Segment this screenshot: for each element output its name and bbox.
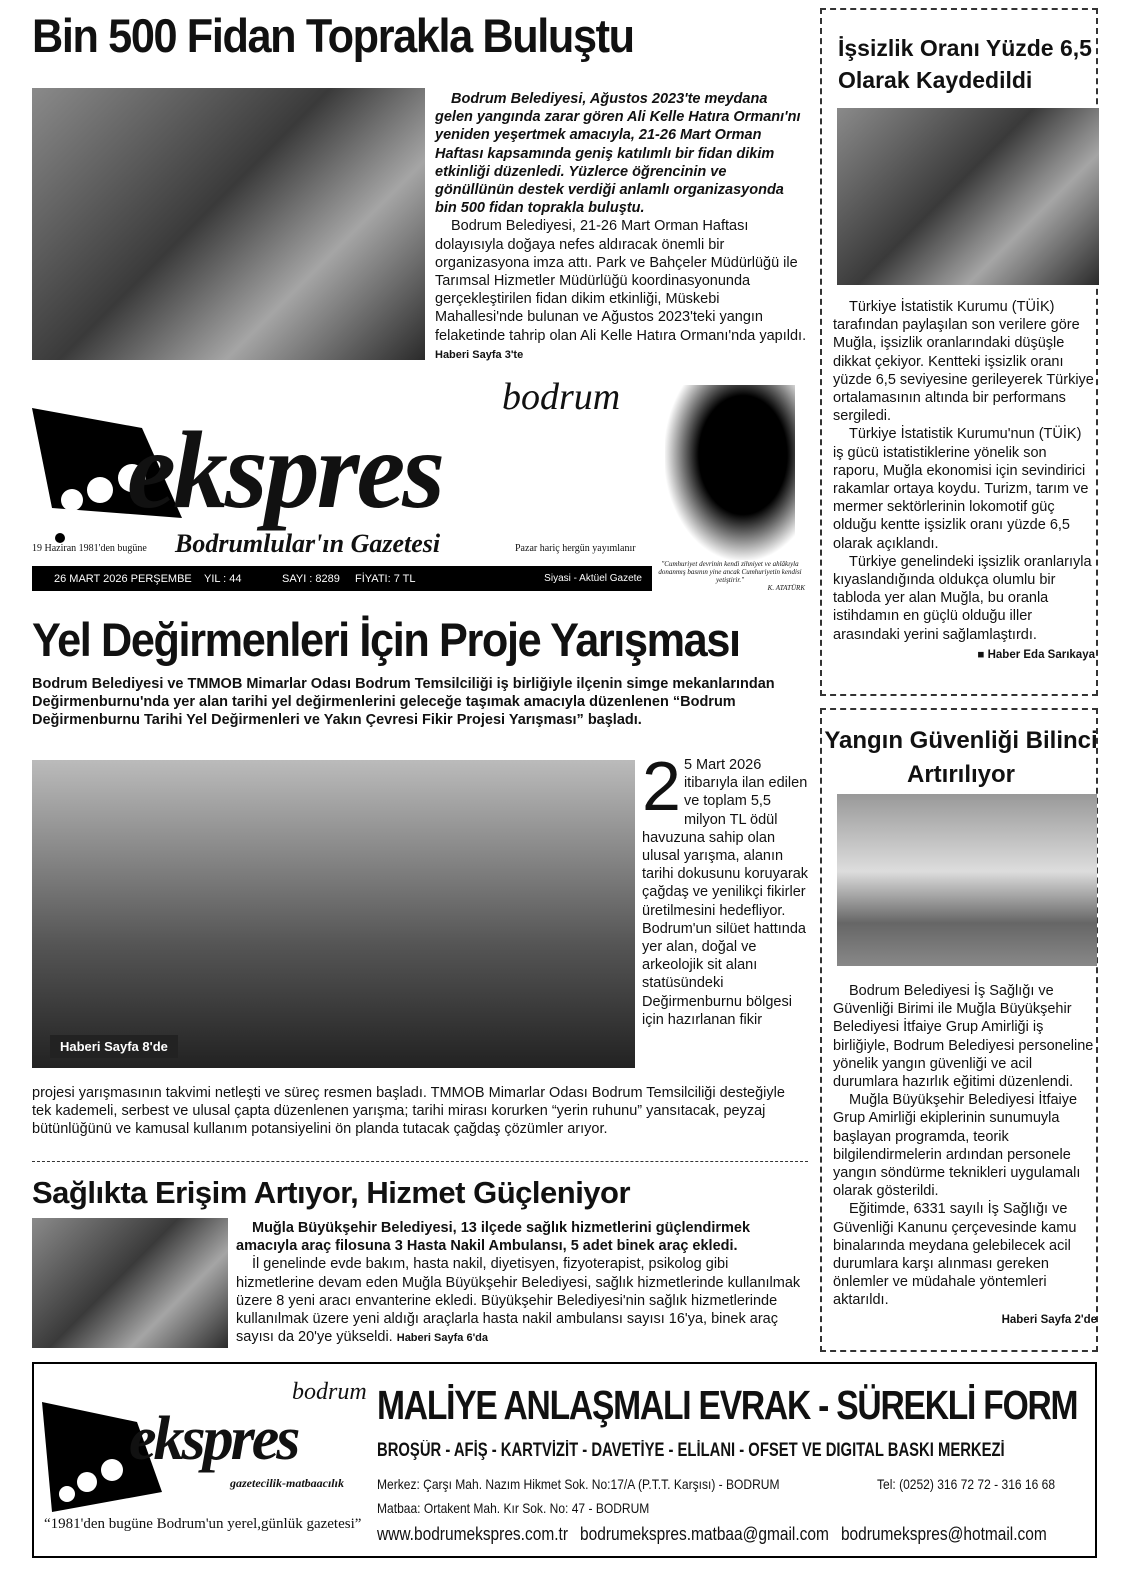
headline-story2: Yel Değirmenleri İçin Proje Yarışması bbox=[32, 613, 740, 666]
issue-bar bbox=[32, 566, 652, 591]
masthead-tagline: Bodrumlular'ın Gazetesi bbox=[175, 529, 441, 558]
photo-caption[interactable]: Haberi Sayfa 8'de bbox=[50, 1035, 178, 1058]
story3-text: Muğla Büyükşehir Belediyesi, 13 ilçede sağlık hizmetlerini güçlendirmek amacıyla araç filosuna 3 Hasta Nakil Ambulansı, 5 adet binek araç ekledi. İl genelinde evde bakım, hasta nakil, diyetisyen, fizyoterapist, psikolog gibi hizmetlerine devam eden Muğla Büyükşehir Belediyesi, sağlık hizmetlerinde kullanılmak üzere 8 yeni aracı envanterine ekledi. Büyükşehir Belediyesi'nin sağlık hizmetlerinde kullanılmak üzere yeni aldığı araçlarla hasta nakil ambulansı sayısı 16'ya, binek araç sayısı da 20'ye yükseldi. Haberi Sayfa 6'da bbox=[236, 1220, 801, 1346]
story3-ref[interactable]: Haberi Sayfa 6'da bbox=[396, 1332, 489, 1345]
ad-contacts bbox=[377, 1524, 1047, 1545]
story2-body: projesi yarışmasının takvimi netleşti ve süreç resmen başladı. TMMOB Mimarlar Odası Bodrum Temsilciliği desteğiyle tek kademeli, serbest ve ulusal çapta düzenlenen yarışma; tarihi mirası korurken “yerin ruhunu” yansıtacak, peyzaj bütünlüğünü ve kamusal kullanım potansiyelini ön planda tutacak çağdaş çözümler arıyor. bbox=[32, 1085, 785, 1138]
headline-side2: Yangın Güvenliği Bilinci Artırılıyor bbox=[824, 727, 1098, 788]
photo-story3 bbox=[32, 1218, 228, 1348]
story1-lead: Bodrum Belediyesi, Ağustos 2023'te meydana gelen yangında zarar gören Ali Kelle Hatıra Ormanı'nı yeniden yeşertmek amacıyla, 21-26 Mart Orman Haftası kapsamında geniş katılımlı bir fidan dikim etkinliği düzenledi. Yüzlerce öğrencinin ve gönüllünün destek verdiği anlamlı organizasyonda bin 500 fidan toprakla buluştu. bbox=[435, 91, 801, 217]
issue-number: SAYI : 8289 bbox=[282, 572, 340, 585]
ad-ekspres: ekspres bbox=[129, 1405, 298, 1473]
side1-text: Türkiye İstatistik Kurumu (TÜİK) tarafından paylaşılan son verilere göre Muğla, işsizlik oranlarındaki düşüşle dikkat çekiyor. Kentteki işsizlik oranı yüzde 6,5 seviyesine gerileyerek Türkiye ortalamasının altında bir performans sergiledi. Türkiye İstatistik Kurumu'nun (TÜİK) iş gücü istatistiklerine yönelik son raporu, Muğla ekonomisi için sevindirici rakamlar ortaya koydu. Turizm, tarım ve mermer sektörlerinin lokomotif güç olduğu kentte işsizlik oranı yüzde 6,5 olarak açıklandı. Türkiye genelindeki işsizlik oranlarıyla kıyaslandığında oldukça olumlu bir tabloda yer alan Muğla, bu oranla istihdamın en güçlü olduğu iller arasındaki yerini sağlamlaştırdı. ■ Haber Eda Sarıkaya bbox=[833, 298, 1095, 664]
story2-column: 2 5 Mart 2026 itibarıyla ilan edilen ve toplam 5,5 milyon TL ödül havuzuna sahip olan ulusal yarışma, alanın tarihi dokusunu koruyarak çağdaş ve yenilikçi fikirler üretilmesini hedefliyor. Bodrum'un silüet hattında yer alan, doğal ve arkeolojik sit alanı statüsündeki Değirmenburnu bölgesi için hazırlanan fikir bbox=[642, 747, 809, 1028]
story1-body: Bodrum Belediyesi, 21-26 Mart Orman Haftası dolayısıyla doğaya nefes aldıracak önemli bir organizasyona imza attı. Park ve Bahçeler Müdürlüğü ile Tarımsal Hizmetler Müdürlüğü koordinasyonunda gerçekleştirilen fidan dikim etkinliği, Müskebi Mahallesi'nde bulunan ve Ağustos 2023'teki yangın felaketinde tahrip olan Ali Kelle Hatıra Ormanı'nda yapıldı. bbox=[435, 218, 807, 344]
sidebar-story1 bbox=[820, 8, 1098, 696]
issue-type: Siyasi - Aktüel Gazete bbox=[544, 573, 642, 584]
ad-sub: gazetecilik-matbaacılık bbox=[230, 1476, 344, 1490]
ataturk-portrait bbox=[665, 385, 795, 560]
issue-year: YIL : 44 bbox=[204, 572, 242, 585]
masthead-bodrum: bodrum bbox=[502, 376, 621, 418]
sidebar-story2 bbox=[820, 708, 1098, 1352]
story1-ref[interactable]: Haberi Sayfa 3'te bbox=[435, 348, 524, 361]
photo-side1 bbox=[837, 108, 1099, 285]
story2-lead: Bodrum Belediyesi ve TMMOB Mimarlar Odası Bodrum Temsilciliği iş birliğiyle ilçenin simge mekanlarından Değirmenburnu'nda yer alan tarihi yel değirmenlerini geleceğe taşımak amacıyla düzenlenen “Bodrum Değirmenburnu Tarihi Yel Değirmenleri ve Yakın Çevresi Fikir Projesi Yarışması” başladı. bbox=[32, 676, 775, 728]
divider bbox=[32, 1161, 808, 1162]
masthead-since: 19 Haziran 1981'den bugüne bbox=[32, 543, 147, 554]
ad-services: BROŞÜR - AFİŞ - KARTVİZİT - DAVETİYE - ELİLANI - OFSET VE DIGITAL BASKI MERKEZİ bbox=[377, 1440, 1005, 1461]
dropcap: 2 bbox=[642, 747, 681, 825]
issue-price: FİYATI: 7 TL bbox=[355, 572, 416, 585]
ad-title: MALİYE ANLAŞMALI EVRAK - SÜREKLİ FORM bbox=[377, 1382, 1078, 1428]
ad-matbaa: Matbaa: Ortakent Mah. Kır Sok. No: 47 - BODRUM bbox=[377, 1500, 650, 1516]
story1-text bbox=[435, 90, 807, 364]
photo-side2 bbox=[837, 794, 1097, 966]
masthead-schedule: Pazar hariç hergün yayımlanır bbox=[515, 543, 636, 554]
headline-side1: İşsizlik Oranı Yüzde 6,5 Olarak Kaydedildi bbox=[838, 35, 1092, 93]
headline-story1: Bin 500 Fidan Toprakla Buluştu bbox=[32, 9, 634, 62]
side1-byline: ■ Haber Eda Sarıkaya bbox=[977, 648, 1095, 661]
ataturk-quote: "Cumhuriyet devrinin kendi zihniyet ve ahlâkıyla donanmış basının yine ancak Cumhuriyetin kendisi yetiştirir." K. ATATÜRK bbox=[658, 560, 805, 592]
headline-story3: Sağlıkta Erişim Artıyor, Hizmet Güçleniyor bbox=[32, 1175, 631, 1210]
issue-date: 26 MART 2026 PERŞEMBE bbox=[54, 572, 192, 585]
ad-email-matbaa[interactable]: bodrumekspres.matbaa@gmail.com bbox=[580, 1524, 829, 1544]
masthead bbox=[32, 378, 652, 568]
ad-merkez: Merkez: Çarşı Mah. Nazım Hikmet Sok. No:17/A (P.T.T. Karşısı) - BODRUM bbox=[377, 1476, 780, 1492]
masthead-ekspres: ekspres bbox=[127, 409, 443, 531]
ad-tel: Tel: (0252) 316 72 72 - 316 16 68 bbox=[877, 1476, 1056, 1492]
photo-story1 bbox=[32, 88, 425, 360]
photo-story2 bbox=[32, 760, 635, 1068]
ad-website[interactable]: www.bodrumekspres.com.tr bbox=[377, 1524, 568, 1544]
ad-bodrum: bodrum bbox=[292, 1379, 367, 1405]
side2-ref[interactable]: Haberi Sayfa 2'de bbox=[1001, 1313, 1097, 1326]
ad-slogan: “1981'den bugüne Bodrum'un yerel,günlük gazetesi” bbox=[44, 1516, 362, 1532]
side2-text: Bodrum Belediyesi İş Sağlığı ve Güvenliği Birimi ile Muğla Büyükşehir Belediyesi İtfaiye Grup Amirliği iş birliğiyle, Bodrum Belediyesi personeline yönelik yangın güvenliği ve acil durumlara hazırlık eğitimi düzenlendi. Muğla Büyükşehir Belediyesi İtfaiye Grup Amirliği ekiplerinin sunumuyla başlayan programda, teorik bilgilendirmelerin ardından personele yangın söndürme teknikleri uygulamalı olarak gösterildi. Eğitimde, 6331 sayılı İş Sağlığı ve Güvenliği Kanunu çerçevesinde kamu binalarında meydana gelebilecek acil durumlara karşı alınması gereken önlemler ve müdahale yöntemleri aktarıldı. Haberi Sayfa 2'de bbox=[833, 982, 1097, 1329]
ad-email-hotmail[interactable]: bodrumekspres@hotmail.com bbox=[840, 1524, 1047, 1544]
ad-box bbox=[32, 1362, 1097, 1558]
